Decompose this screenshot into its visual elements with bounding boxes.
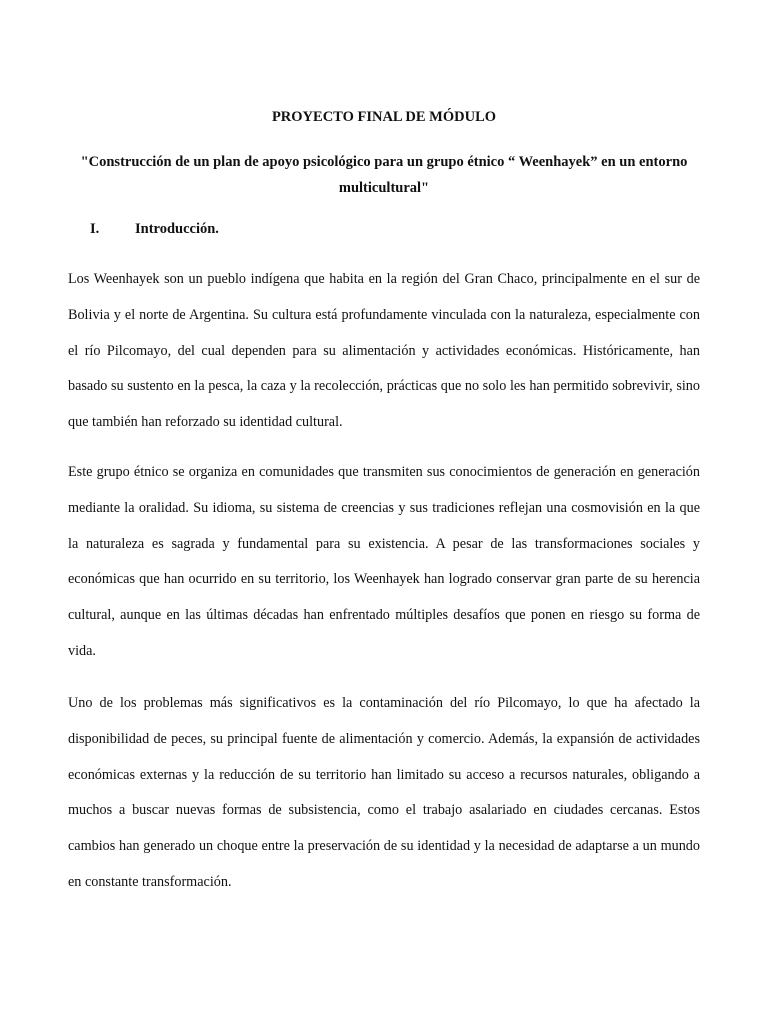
- document-page: [68, 0, 700, 1024]
- document-title: PROYECTO FINAL DE MÓDULO: [271, 109, 497, 125]
- subtitle-line-1: "Construcción de un plan de apoyo psicológico para un grupo étnico “ Weenhayek” en un entorno: [80, 154, 688, 170]
- document-subtitle: [68, 149, 700, 201]
- section-number: I.: [90, 221, 100, 237]
- section-label: Introducción.: [135, 221, 219, 237]
- paragraph-1: Los Weenhayek son un pueblo indígena que habita en la región del Gran Chaco, principalmente en el sur de Bolivia y el norte de Argentina. Su cultura está profundamente vinculada con la naturaleza, especialmente con el río Pilcomayo, del cual dependen para su alimentación y actividades económicas. Históricamente, han basado su sustento en la pesca, la caza y la recolección, prácticas que no solo les han permitido sobrevivir, sino que también han reforzado su identidad cultural.: [68, 271, 700, 431]
- paragraph-2: Este grupo étnico se organiza en comunidades que transmiten sus conocimientos de generación en generación mediante la oralidad. Su idioma, su sistema de creencias y sus tradiciones reflejan una cosmovisión en la que la naturaleza es sagrada y fundamental para su existencia. A pesar de las transformaciones sociales y económicas que han ocurrido en su territorio, los Weenhayek han logrado conservar gran parte de su herencia cultural, aunque en las últimas décadas han enfrentado múltiples desafíos que ponen en riesgo su forma de vida.: [68, 464, 700, 659]
- paragraph-3: Uno de los problemas más significativos es la contaminación del río Pilcomayo, lo que ha afectado la disponibilidad de peces, su principal fuente de alimentación y comercio. Además, la expansión de actividades económicas externas y la reducción de su territorio han limitado su acceso a recursos naturales, obligando a muchos a buscar nuevas formas de subsistencia, como el trabajo asalariado en ciudades cercanas. Estos cambios han generado un choque entre la preservación de su identidad y la necesidad de adaptarse a un mundo en constante transformación.: [68, 695, 700, 890]
- section-heading: [90, 219, 219, 239]
- subtitle-line-2: multicultural": [338, 180, 430, 196]
